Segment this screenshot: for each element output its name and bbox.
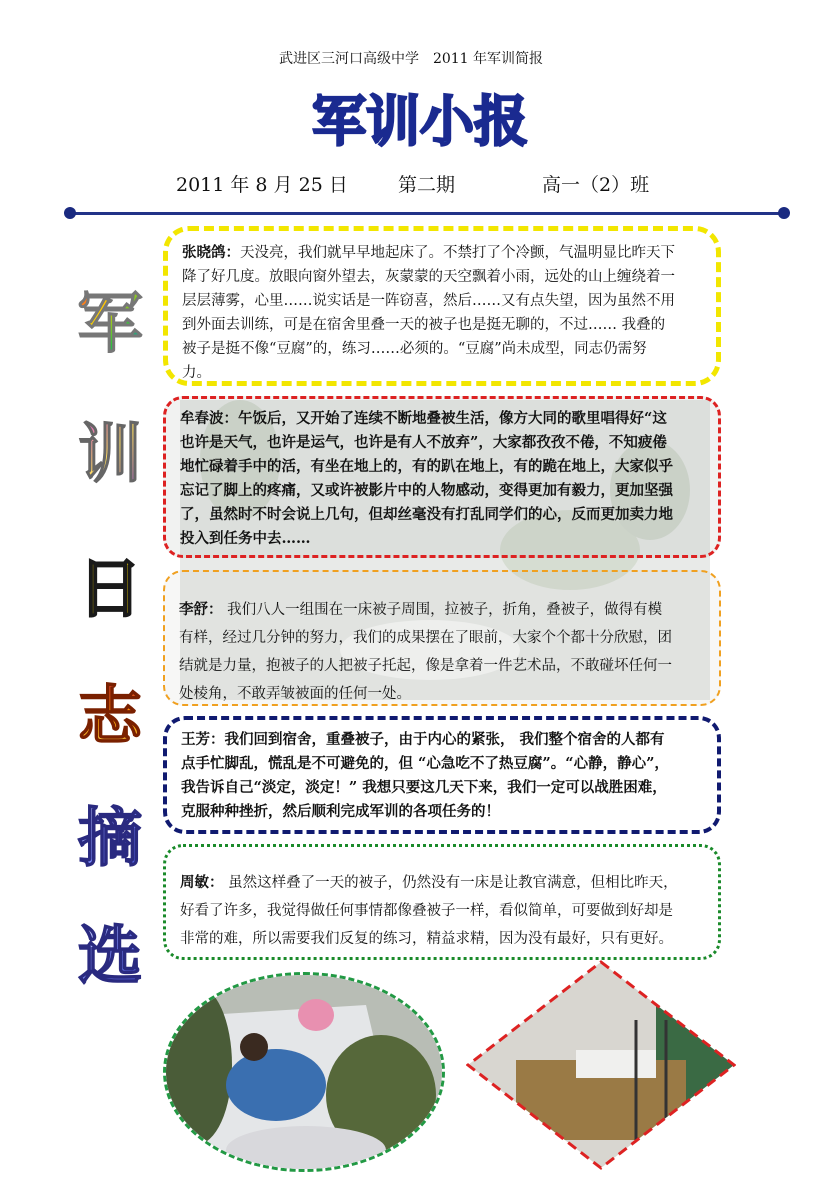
author-name: 李舒：	[179, 601, 223, 618]
entry-line: 好看了许多，我觉得做任何事情都像叠被子一样，看似简单，可要做到好却是	[180, 903, 673, 919]
entry-line: 被子是挺不像“豆腐”的，练习……必须的。“豆腐”尚未成型，同志仍需努	[182, 341, 647, 357]
diary-entry-1	[163, 226, 721, 386]
author-name: 王芳：	[181, 731, 225, 748]
entry-line: 地忙碌着手中的活，有坐在地上的，有的趴在地上，有的跪在地上，大家似乎	[180, 458, 673, 475]
author-name: 牟春波：	[180, 410, 238, 427]
side-char-text: 军	[77, 285, 143, 362]
entry-line: 非常的难，所以需要我们反复的练习，精益求精，因为没有最好，只有更好。	[180, 931, 673, 947]
side-char-text: 选	[78, 920, 142, 994]
diary-entry-3	[163, 570, 721, 706]
side-char-zhi	[70, 672, 150, 752]
side-char-xuan	[70, 912, 150, 992]
entry-line: 天没亮，我们就早早地起床了。不禁打了个冷颤，气温明显比昨天下	[240, 245, 675, 261]
entry-line: 克服种种挫折，然后顺利完成军训的各项任务的！	[181, 803, 500, 820]
diary-entry-5	[163, 844, 721, 960]
masthead-title-text: 军训小报	[312, 90, 528, 153]
diary-entry-2	[163, 396, 721, 558]
entry-line: 午饭后，又开始了连续不断地叠被生活，像方大同的歌里唱得好“这	[238, 410, 667, 427]
entry-line: 力。	[182, 365, 211, 381]
entry-line: 了，虽然时不时会说上几句，但却丝毫没有打乱同学们的心，反而更加卖力地	[180, 506, 673, 523]
side-char-jun	[70, 282, 150, 362]
entry-line: 我们八人一组围在一床被子周围，拉被子，折角，叠被子，做得有模	[222, 602, 663, 618]
entry-line: 到外面去训练，可是在宿舍里叠一天的被子也是挺无聊的，不过…… 我叠的	[182, 317, 666, 333]
author-name: 张晓鸽：	[182, 244, 240, 261]
entry-line: 结就是力量，抱被子的人把被子托起，像是拿着一件艺术品，不敢碰坏任何一	[179, 658, 672, 674]
entry-line: 忘记了脚上的疼痛，又或许被影片中的人物感动，变得更加有毅力，更加坚强	[180, 482, 673, 499]
issue-class: 高一（2）班	[542, 174, 650, 196]
author-name: 周敏：	[180, 874, 224, 891]
entry-line: 也许是天气，也许是运气，也许是有人不放弃”，大家都孜孜不倦，不知疲倦	[180, 434, 667, 451]
masthead-title-art	[290, 86, 550, 156]
entry-line: 处棱角，不敢弄皱被面的任何一处。	[179, 686, 411, 702]
entry-line: 有样，经过几分钟的努力，我们的成果摆在了眼前，大家个个都十分欣慰，团	[179, 630, 672, 646]
entry-line: 点手忙脚乱，慌乱是不可避免的，但 “心急吃不了热豆腐”。“心静，静心”，	[181, 755, 669, 772]
side-char-text: 日	[78, 553, 142, 627]
issue-date: 2011 年 8 月 25 日	[176, 174, 348, 196]
side-char-xun	[70, 410, 150, 490]
entry-line: 层层薄雾，心里……说实话是一阵窃喜，然后……又有点失望，因为虽然不用	[182, 293, 675, 309]
entry-line: 降了好几度。放眼向窗外望去，灰蒙蒙的天空飘着小雨，远处的山上缠绕着一	[182, 269, 675, 285]
side-char-zhai	[70, 794, 150, 874]
issue-number: 第二期	[398, 174, 456, 196]
students-folding-quilts-photo	[163, 972, 445, 1172]
dormitory-bed-photo	[466, 960, 736, 1170]
side-char-text: 训	[78, 418, 142, 492]
side-char-text: 志	[78, 680, 142, 754]
entry-line: 投入到任务中去……	[180, 530, 311, 547]
divider-dot-left	[64, 207, 76, 219]
entry-line: 我们回到宿舍，重叠被子，由于内心的紧张， 我们整个宿舍的人都有	[224, 731, 665, 748]
header-divider	[70, 212, 784, 215]
entry-line: 我告诉自己“淡定，淡定！” 我想只要这几天下来，我们一定可以战胜困难，	[181, 779, 667, 796]
school-header-line: 武进区三河口高级中学 2011 年军训简报	[278, 51, 544, 67]
side-char-ri	[70, 545, 150, 625]
diary-entry-4	[163, 716, 721, 834]
divider-dot-right	[778, 207, 790, 219]
entry-line: 虽然这样叠了一天的被子，仍然没有一床是让教官满意，但相比昨天，	[223, 875, 678, 891]
side-char-text: 摘	[78, 802, 142, 876]
